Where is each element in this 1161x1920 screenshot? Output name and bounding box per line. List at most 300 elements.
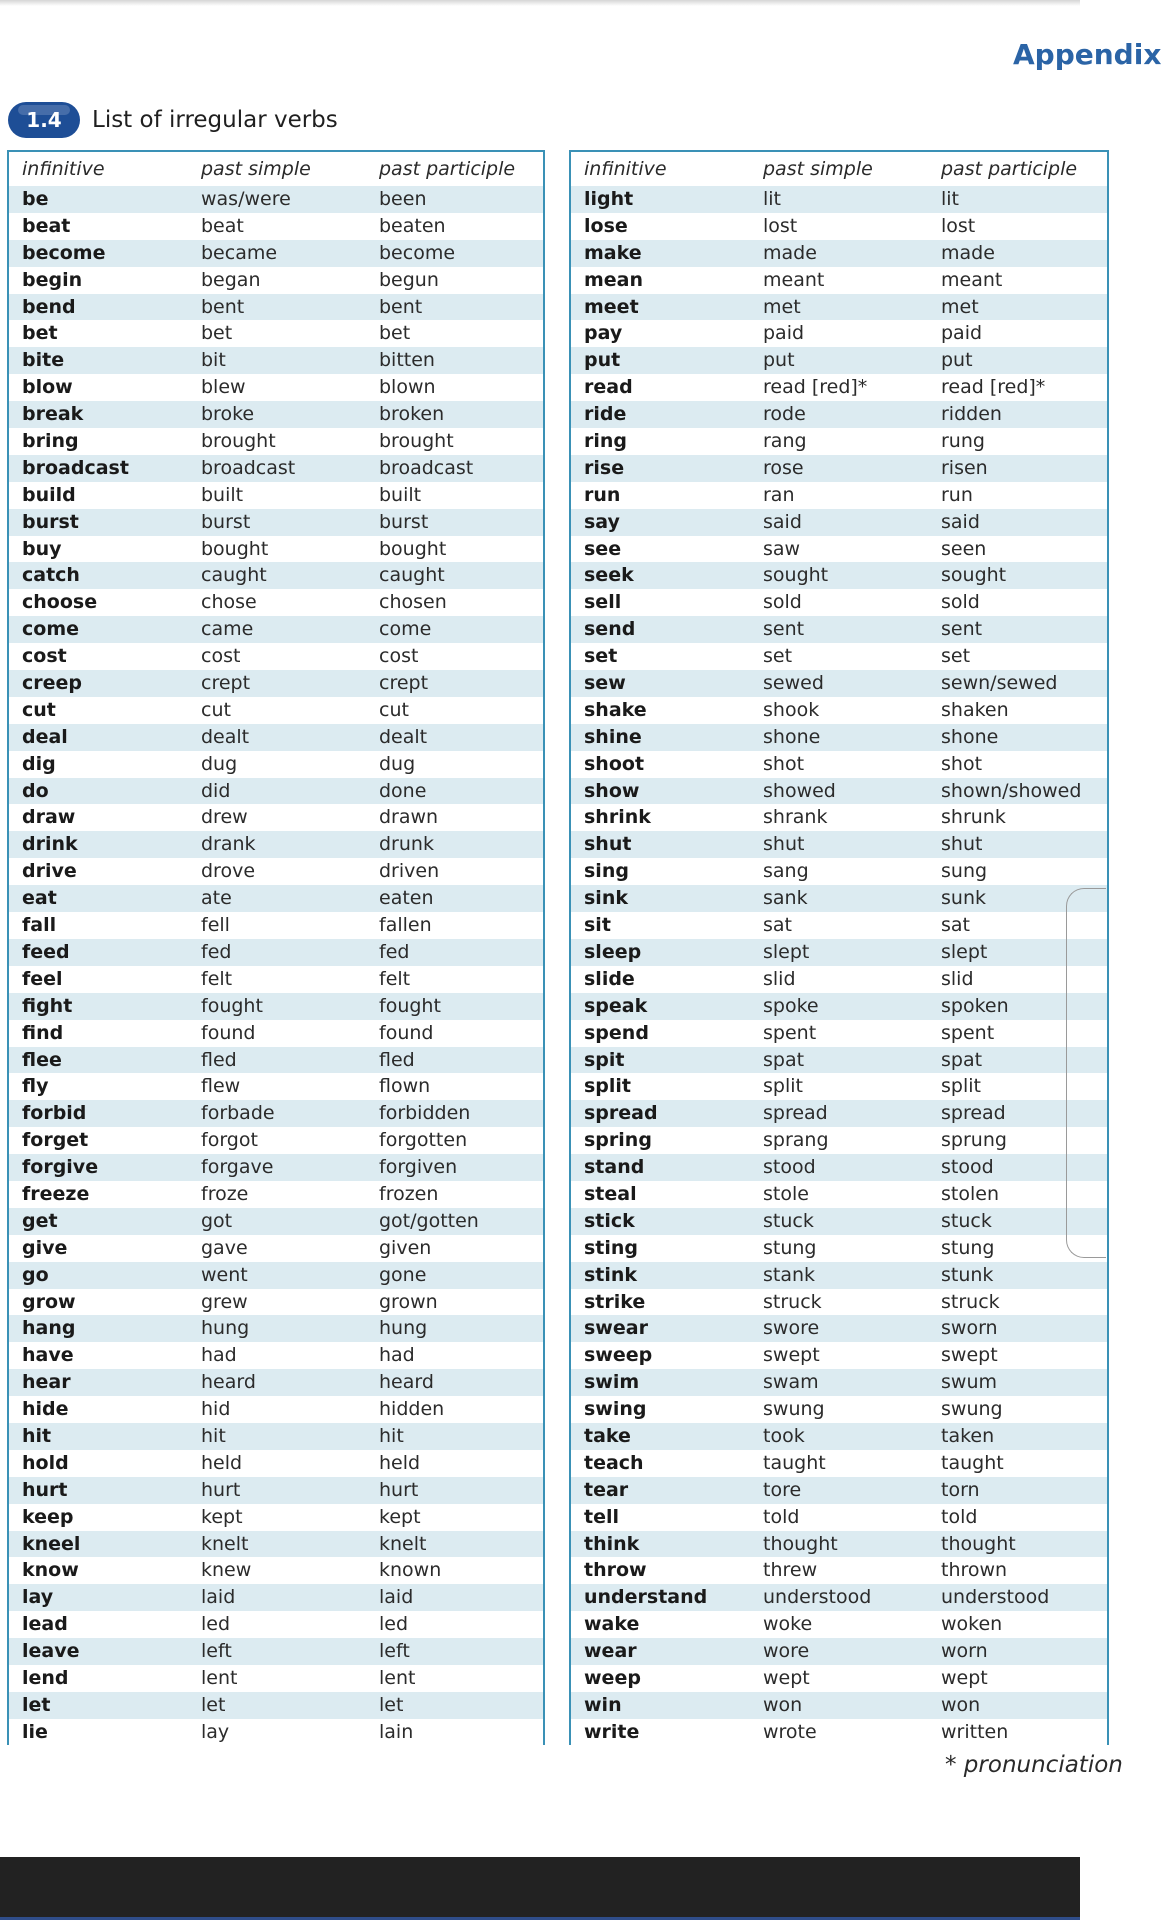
verb-row: [571, 482, 1107, 509]
past-participle-cell: built: [379, 483, 422, 506]
past-simple-cell: sewed: [763, 672, 824, 695]
past-participle-cell: cost: [379, 645, 419, 668]
past-simple-cell: fed: [201, 940, 232, 963]
verb-row: [571, 912, 1107, 939]
infinitive-cell: put: [584, 349, 621, 372]
past-participle-cell: spat: [941, 1048, 983, 1071]
past-simple-cell: hid: [201, 1398, 231, 1421]
past-participle-cell: spread: [941, 1102, 1006, 1125]
verb-row: [571, 724, 1107, 751]
verb-row: [9, 993, 543, 1020]
infinitive-cell: creep: [22, 672, 83, 695]
infinitive-cell: ring: [584, 430, 628, 453]
column-header-past-simple: past simple: [763, 158, 873, 180]
past-participle-cell: shown/showed: [941, 779, 1082, 802]
infinitive-cell: swim: [584, 1371, 640, 1394]
past-participle-cell: sunk: [941, 887, 986, 910]
past-participle-cell: risen: [941, 456, 988, 479]
past-simple-cell: was/were: [201, 188, 291, 210]
past-simple-cell: rode: [763, 403, 806, 426]
verb-row: [571, 1531, 1107, 1558]
past-simple-cell: chose: [201, 591, 257, 614]
past-participle-cell: ridden: [941, 403, 1002, 426]
past-simple-cell: rose: [763, 456, 804, 479]
infinitive-cell: think: [584, 1532, 640, 1555]
verb-row: [571, 1557, 1107, 1584]
past-participle-cell: fought: [379, 994, 441, 1017]
past-participle-cell: bet: [379, 322, 411, 345]
verb-row: [9, 267, 543, 294]
infinitive-cell: sting: [584, 1236, 639, 1259]
infinitive-cell: stick: [584, 1209, 635, 1232]
past-simple-cell: left: [201, 1640, 232, 1663]
verb-row: [571, 240, 1107, 267]
infinitive-cell: have: [22, 1344, 74, 1367]
past-participle-cell: fled: [379, 1048, 415, 1071]
past-simple-cell: found: [201, 1021, 256, 1044]
infinitive-cell: sew: [584, 672, 626, 695]
infinitive-cell: tell: [584, 1505, 619, 1528]
past-participle-cell: burst: [379, 510, 429, 533]
column-header-past-participle: past participle: [941, 158, 1078, 180]
verb-row: [571, 1127, 1107, 1154]
past-participle-cell: met: [941, 295, 979, 318]
infinitive-cell: hide: [22, 1398, 69, 1421]
verb-row: [571, 1719, 1107, 1746]
infinitive-cell: burst: [22, 510, 79, 533]
infinitive-cell: run: [584, 483, 621, 506]
infinitive-cell: rise: [584, 456, 625, 479]
infinitive-cell: spring: [584, 1129, 652, 1152]
infinitive-cell: feel: [22, 967, 63, 990]
past-participle-cell: written: [941, 1720, 1009, 1743]
past-simple-cell: lay: [201, 1720, 230, 1743]
infinitive-cell: come: [22, 618, 79, 641]
verb-row: [9, 831, 543, 858]
past-simple-cell: drew: [201, 806, 248, 829]
past-participle-cell: rung: [941, 430, 985, 453]
past-participle-cell: set: [941, 645, 971, 668]
infinitive-cell: take: [584, 1424, 631, 1447]
verb-row: [9, 804, 543, 831]
verb-row: [571, 1342, 1107, 1369]
past-participle-cell: meant: [941, 268, 1003, 291]
past-simple-cell: bent: [201, 295, 245, 318]
table-header: [571, 152, 1107, 186]
past-simple-cell: felt: [201, 967, 233, 990]
verb-row: [9, 912, 543, 939]
verb-row: [571, 1047, 1107, 1074]
verb-row: [571, 347, 1107, 374]
verb-row: [571, 804, 1107, 831]
past-simple-cell: hung: [201, 1317, 250, 1340]
past-simple-cell: came: [201, 618, 254, 641]
past-participle-cell: thrown: [941, 1559, 1008, 1582]
past-participle-cell: split: [941, 1075, 981, 1098]
verb-row: [571, 1423, 1107, 1450]
verb-row: [9, 1584, 543, 1611]
past-simple-cell: ran: [763, 483, 795, 506]
past-participle-cell: slept: [941, 940, 988, 963]
past-participle-cell: broken: [379, 403, 445, 426]
verb-row: [9, 885, 543, 912]
past-participle-cell: held: [379, 1451, 421, 1474]
verb-row: [571, 993, 1107, 1020]
infinitive-cell: read: [584, 376, 633, 399]
table-body-left: [9, 186, 543, 1746]
infinitive-cell: forbid: [22, 1102, 87, 1125]
past-participle-cell: sung: [941, 860, 988, 883]
infinitive-cell: hit: [22, 1424, 52, 1447]
past-simple-cell: threw: [763, 1559, 818, 1582]
infinitive-cell: show: [584, 779, 640, 802]
verb-row: [9, 1423, 543, 1450]
past-participle-cell: been: [379, 188, 427, 210]
past-participle-cell: given: [379, 1236, 432, 1259]
past-simple-cell: taught: [763, 1451, 826, 1474]
past-simple-cell: beat: [201, 214, 244, 237]
verb-row: [571, 1692, 1107, 1719]
verb-row: [9, 294, 543, 321]
infinitive-cell: blow: [22, 376, 73, 399]
past-participle-cell: woken: [941, 1613, 1003, 1636]
past-simple-cell: became: [201, 241, 278, 264]
verb-row: [571, 1289, 1107, 1316]
past-participle-cell: sent: [941, 618, 983, 641]
past-simple-cell: laid: [201, 1586, 236, 1609]
past-simple-cell: set: [763, 645, 793, 668]
past-simple-cell: sold: [763, 591, 802, 614]
verb-row: [571, 858, 1107, 885]
past-simple-cell: had: [201, 1344, 237, 1367]
past-participle-cell: hurt: [379, 1478, 419, 1501]
past-participle-cell: shot: [941, 752, 983, 775]
infinitive-cell: spread: [584, 1102, 658, 1125]
infinitive-cell: cut: [22, 698, 56, 721]
verb-row: [571, 1262, 1107, 1289]
verb-row: [9, 1477, 543, 1504]
verb-row: [571, 939, 1107, 966]
past-participle-cell: swum: [941, 1371, 997, 1394]
past-simple-cell: dug: [201, 752, 238, 775]
past-participle-cell: swept: [941, 1344, 998, 1367]
infinitive-cell: swear: [584, 1317, 648, 1340]
past-participle-cell: sprung: [941, 1129, 1007, 1152]
past-participle-cell: heard: [379, 1371, 434, 1394]
infinitive-cell: become: [22, 241, 106, 264]
verb-row: [9, 1262, 543, 1289]
past-simple-cell: struck: [763, 1290, 822, 1313]
infinitive-cell: deal: [22, 725, 68, 748]
past-simple-cell: began: [201, 268, 261, 291]
past-simple-cell: sang: [763, 860, 809, 883]
past-participle-cell: wept: [941, 1666, 988, 1689]
infinitive-cell: drink: [22, 833, 78, 856]
infinitive-cell: build: [22, 483, 76, 506]
verb-row: [571, 966, 1107, 993]
verb-row: [571, 1611, 1107, 1638]
verb-row: [571, 186, 1107, 213]
past-simple-cell: stuck: [763, 1209, 814, 1232]
past-participle-cell: slid: [941, 967, 974, 990]
infinitive-cell: shrink: [584, 806, 651, 829]
infinitive-cell: beat: [22, 214, 71, 237]
past-simple-cell: rang: [763, 430, 807, 453]
past-participle-cell: driven: [379, 860, 440, 883]
infinitive-cell: draw: [22, 806, 76, 829]
verb-row: [9, 1531, 543, 1558]
past-participle-cell: shut: [941, 833, 983, 856]
past-simple-cell: shot: [763, 752, 805, 775]
past-participle-cell: lit: [941, 188, 960, 210]
infinitive-cell: hurt: [22, 1478, 68, 1501]
verb-row: [9, 213, 543, 240]
infinitive-cell: dig: [22, 752, 56, 775]
past-simple-cell: sank: [763, 887, 808, 910]
past-simple-cell: shone: [763, 725, 821, 748]
past-simple-cell: lent: [201, 1666, 238, 1689]
infinitive-cell: freeze: [22, 1182, 90, 1205]
past-participle-cell: flown: [379, 1075, 431, 1098]
past-simple-cell: blew: [201, 376, 246, 399]
infinitive-cell: keep: [22, 1505, 74, 1528]
past-simple-cell: understood: [763, 1586, 872, 1609]
verb-row: [9, 1611, 543, 1638]
past-participle-cell: read [red]*: [941, 376, 1046, 399]
infinitive-cell: split: [584, 1075, 632, 1098]
past-participle-cell: dug: [379, 752, 416, 775]
past-participle-cell: struck: [941, 1290, 1000, 1313]
verb-row: [9, 1315, 543, 1342]
infinitive-cell: hang: [22, 1317, 76, 1340]
infinitive-cell: understand: [584, 1586, 708, 1609]
past-participle-cell: cut: [379, 698, 409, 721]
past-participle-cell: sat: [941, 914, 970, 937]
infinitive-cell: wake: [584, 1613, 640, 1636]
infinitive-cell: lie: [22, 1720, 48, 1743]
past-simple-cell: lit: [763, 188, 782, 210]
verb-row: [9, 1154, 543, 1181]
past-participle-cell: forgiven: [379, 1156, 458, 1179]
past-simple-cell: kept: [201, 1505, 243, 1528]
infinitive-cell: kneel: [22, 1532, 81, 1555]
margin-bracket: [1066, 888, 1106, 1258]
past-simple-cell: spoke: [763, 994, 819, 1017]
past-simple-cell: froze: [201, 1182, 249, 1205]
infinitive-cell: throw: [584, 1559, 647, 1582]
past-simple-cell: swore: [763, 1317, 820, 1340]
past-simple-cell: held: [201, 1451, 243, 1474]
past-participle-cell: brought: [379, 430, 454, 453]
infinitive-cell: flee: [22, 1048, 62, 1071]
past-simple-cell: fled: [201, 1048, 237, 1071]
table-header: [9, 152, 543, 186]
past-simple-cell: brought: [201, 430, 276, 453]
infinitive-cell: get: [22, 1209, 58, 1232]
verb-row: [571, 536, 1107, 563]
past-simple-cell: knew: [201, 1559, 252, 1582]
past-participle-cell: put: [941, 349, 973, 372]
infinitive-cell: pay: [584, 322, 623, 345]
past-participle-cell: lost: [941, 214, 976, 237]
past-participle-cell: sewn/sewed: [941, 672, 1058, 695]
past-participle-cell: forgotten: [379, 1129, 468, 1152]
infinitive-cell: sweep: [584, 1344, 653, 1367]
verb-row: [9, 536, 543, 563]
past-simple-cell: spent: [763, 1021, 817, 1044]
past-participle-cell: said: [941, 510, 980, 533]
top-shadow: [0, 0, 1080, 6]
past-participle-cell: stood: [941, 1156, 994, 1179]
past-participle-cell: felt: [379, 967, 411, 990]
past-participle-cell: drunk: [379, 833, 434, 856]
infinitive-cell: stand: [584, 1156, 645, 1179]
verb-row: [9, 1504, 543, 1531]
verb-row: [571, 1100, 1107, 1127]
infinitive-cell: shake: [584, 698, 647, 721]
infinitive-cell: tear: [584, 1478, 629, 1501]
infinitive-cell: go: [22, 1263, 49, 1286]
past-participle-cell: shrunk: [941, 806, 1006, 829]
verb-row: [9, 1369, 543, 1396]
past-simple-cell: met: [763, 295, 801, 318]
verb-row: [571, 1020, 1107, 1047]
past-participle-cell: told: [941, 1505, 978, 1528]
section-number-badge: 1.4: [8, 102, 80, 138]
infinitive-cell: do: [22, 779, 49, 802]
past-participle-cell: hung: [379, 1317, 428, 1340]
past-participle-cell: had: [379, 1344, 415, 1367]
past-participle-cell: drawn: [379, 806, 439, 829]
verb-row: [571, 294, 1107, 321]
verb-row: [9, 1020, 543, 1047]
past-participle-cell: eaten: [379, 887, 434, 910]
verb-row: [9, 1073, 543, 1100]
table-body-right: [571, 186, 1107, 1746]
verb-table-right: [569, 150, 1109, 1745]
past-simple-cell: drank: [201, 833, 256, 856]
infinitive-cell: bite: [22, 349, 65, 372]
verb-row: [571, 213, 1107, 240]
infinitive-cell: say: [584, 510, 620, 533]
past-participle-cell: spoken: [941, 994, 1009, 1017]
infinitive-cell: sing: [584, 860, 629, 883]
verb-row: [9, 697, 543, 724]
verb-table-left: [7, 150, 545, 1745]
verb-row: [571, 778, 1107, 805]
verb-row: [9, 589, 543, 616]
past-participle-cell: left: [379, 1640, 410, 1663]
verb-row: [9, 1127, 543, 1154]
verb-row: [9, 858, 543, 885]
infinitive-cell: lose: [584, 214, 628, 237]
past-participle-cell: shaken: [941, 698, 1009, 721]
past-simple-cell: swept: [763, 1344, 820, 1367]
past-simple-cell: stood: [763, 1156, 816, 1179]
column-header-infinitive: infinitive: [584, 158, 667, 180]
past-simple-cell: hurt: [201, 1478, 241, 1501]
past-participle-cell: bent: [379, 295, 423, 318]
past-simple-cell: spat: [763, 1048, 805, 1071]
infinitive-cell: make: [584, 241, 642, 264]
past-participle-cell: kept: [379, 1505, 421, 1528]
past-simple-cell: drove: [201, 860, 256, 883]
infinitive-cell: sit: [584, 914, 611, 937]
past-participle-cell: taught: [941, 1451, 1004, 1474]
infinitive-cell: write: [584, 1720, 640, 1743]
past-simple-cell: paid: [763, 322, 805, 345]
infinitive-cell: fly: [22, 1075, 49, 1098]
past-participle-cell: worn: [941, 1640, 988, 1663]
infinitive-cell: lay: [22, 1586, 54, 1609]
infinitive-cell: sleep: [584, 940, 642, 963]
past-participle-cell: sold: [941, 591, 980, 614]
infinitive-cell: know: [22, 1559, 79, 1582]
infinitive-cell: mean: [584, 268, 644, 291]
verb-row: [9, 1100, 543, 1127]
verb-row: [571, 1584, 1107, 1611]
verb-row: [571, 267, 1107, 294]
past-participle-cell: laid: [379, 1586, 414, 1609]
infinitive-cell: let: [22, 1693, 51, 1716]
past-participle-cell: stunk: [941, 1263, 994, 1286]
verb-row: [571, 401, 1107, 428]
verb-row: [9, 1181, 543, 1208]
past-participle-cell: shone: [941, 725, 999, 748]
past-simple-cell: slid: [763, 967, 796, 990]
verb-row: [9, 778, 543, 805]
infinitive-cell: bend: [22, 295, 76, 318]
past-participle-cell: blown: [379, 376, 436, 399]
infinitive-cell: see: [584, 537, 622, 560]
past-simple-cell: gave: [201, 1236, 248, 1259]
past-simple-cell: spread: [763, 1102, 828, 1125]
column-header-past-participle: past participle: [379, 158, 516, 180]
verb-row: [9, 320, 543, 347]
past-simple-cell: swung: [763, 1398, 825, 1421]
past-participle-cell: become: [379, 241, 456, 264]
past-participle-cell: understood: [941, 1586, 1050, 1609]
verb-row: [9, 616, 543, 643]
verb-row: [9, 1719, 543, 1746]
infinitive-cell: lend: [22, 1666, 69, 1689]
past-simple-cell: wept: [763, 1666, 810, 1689]
past-simple-cell: cost: [201, 645, 241, 668]
infinitive-cell: find: [22, 1021, 64, 1044]
verb-row: [571, 670, 1107, 697]
verb-row: [571, 1073, 1107, 1100]
past-participle-cell: gone: [379, 1263, 427, 1286]
past-simple-cell: saw: [763, 537, 801, 560]
past-participle-cell: lain: [379, 1720, 414, 1743]
past-simple-cell: told: [763, 1505, 800, 1528]
past-simple-cell: lost: [763, 214, 798, 237]
past-participle-cell: torn: [941, 1478, 980, 1501]
verb-row: [571, 1477, 1107, 1504]
column-header-past-simple: past simple: [201, 158, 311, 180]
past-simple-cell: slept: [763, 940, 810, 963]
past-participle-cell: come: [379, 618, 432, 641]
past-simple-cell: wrote: [763, 1720, 817, 1743]
past-simple-cell: burst: [201, 510, 251, 533]
past-simple-cell: dealt: [201, 725, 250, 748]
past-participle-cell: fallen: [379, 914, 432, 937]
infinitive-cell: eat: [22, 887, 57, 910]
verb-row: [9, 240, 543, 267]
past-participle-cell: crept: [379, 672, 429, 695]
infinitive-cell: weep: [584, 1666, 641, 1689]
infinitive-cell: steal: [584, 1182, 637, 1205]
